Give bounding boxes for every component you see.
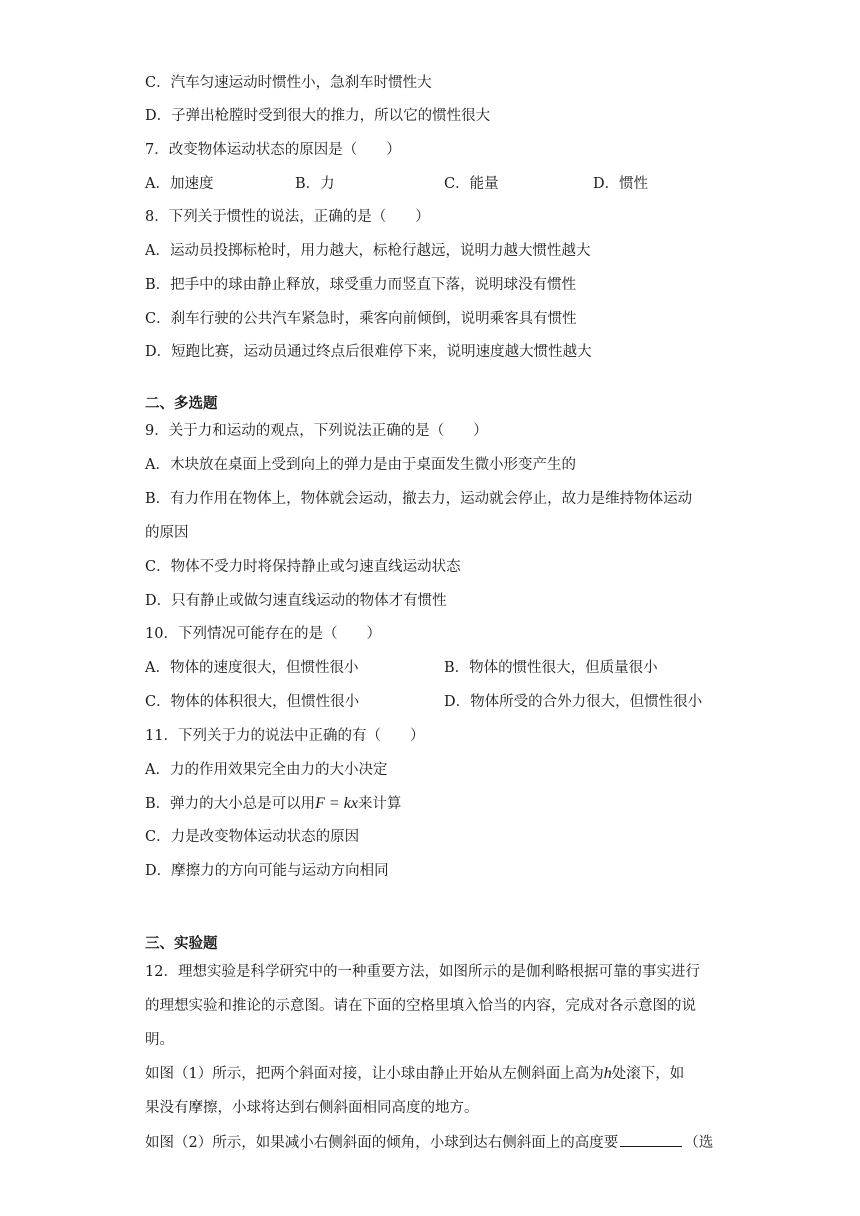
q11-option-b (145, 794, 401, 814)
q12-line-2: 的理想实验和推论的示意图。请在下面的空格里填入恰当的内容，完成对各示意图的说 (145, 998, 696, 1014)
q10-option-d: D．物体所受的合外力很大，但惯性很小 (444, 694, 703, 710)
q6-option-c: C．汽车匀速运动时惯性小，急刹车时惯性大 (145, 75, 432, 91)
q9-option-b-line1: B．有力作用在物体上，物体就会运动，撤去力，运动就会停止，故力是维持物体运动 (145, 491, 693, 507)
q11-stem: 11．下列关于力的说法中正确的有（ ） (145, 728, 425, 744)
q6-option-d: D．子弹出枪膛时受到很大的推力，所以它的惯性很大 (145, 108, 491, 124)
q12-line-3: 明。 (145, 1032, 174, 1048)
q12-line-5: 果没有摩擦，小球将达到右侧斜面相同高度的地方。 (145, 1100, 479, 1116)
q11-option-a: A．力的作用效果完全由力的大小决定 (145, 762, 388, 778)
q7-option-c: C．能量 (444, 176, 499, 192)
q7-option-d: D．惯性 (593, 176, 649, 192)
q7-option-a: A．加速度 (145, 176, 214, 192)
q12-line-1: 12．理想实验是科学研究中的一种重要方法，如图所示的是伽利略根据可靠的事实进行 (145, 964, 700, 980)
q7-stem: 7．改变物体运动状态的原因是（ ） (145, 142, 401, 158)
q11-option-b-text: B．弹力的大小总是可以用 (145, 796, 316, 812)
answer-blank[interactable] (620, 1132, 682, 1147)
q12-line-4 (145, 1064, 684, 1084)
q9-option-a: A．木块放在桌面上受到向上的弹力是由于桌面发生微小形变产生的 (145, 457, 576, 473)
q12-line-6 (145, 1132, 713, 1152)
q8-option-c: C．刹车行驶的公共汽车紧急时，乘客向前倾倒，说明乘客具有惯性 (145, 311, 577, 327)
q10-option-c: C．物体的体积很大，但惯性很小 (145, 694, 360, 710)
q11-option-b-suffix: 来计算 (357, 796, 402, 812)
q9-stem: 9．关于力和运动的观点，下列说法正确的是（ ） (145, 423, 488, 439)
section-heading-multiple-choice: 二、多选题 (145, 395, 218, 412)
variable-h: h (603, 1065, 612, 1082)
q12-line-4-suffix: 处滚下，如 (611, 1066, 685, 1082)
q11-option-d: D．摩擦力的方向可能与运动方向相同 (145, 863, 389, 879)
q9-option-b-line2: 的原因 (145, 525, 189, 541)
q10-stem: 10．下列情况可能存在的是（ ） (145, 626, 381, 642)
q7-option-b: B．力 (295, 176, 335, 192)
q12-line-4-text: 如图（1）所示，把两个斜面对接，让小球由静止开始从左侧斜面上高为 (145, 1066, 604, 1082)
q9-option-d: D．只有静止或做匀速直线运动的物体才有惯性 (145, 593, 447, 609)
q8-stem: 8．下列关于惯性的说法，正确的是（ ） (145, 209, 430, 225)
section-heading-experiment: 三、实验题 (145, 935, 218, 952)
formula-f-kx: F = kx (315, 795, 358, 812)
q11-option-c: C．力是改变物体运动状态的原因 (145, 829, 360, 845)
q10-option-a: A．物体的速度很大，但惯性很小 (145, 660, 359, 676)
q12-line-6-text: 如图（2）所示，如果减小右侧斜面的倾角，小球到达右侧斜面上的高度要 (145, 1135, 619, 1151)
q8-option-d: D．短跑比赛，运动员通过终点后很难停下来，说明速度越大惯性越大 (145, 344, 592, 360)
q12-line-6-suffix: （选 (684, 1135, 714, 1151)
q9-option-c: C．物体不受力时将保持静止或匀速直线运动状态 (145, 559, 461, 575)
q8-option-b: B．把手中的球由静止释放，球受重力而竖直下落，说明球没有惯性 (145, 277, 577, 293)
q10-option-b: B．物体的惯性很大，但质量很小 (444, 660, 658, 676)
q8-option-a: A．运动员投掷标枪时，用力越大，标枪行越远，说明力越大惯性越大 (145, 243, 591, 259)
